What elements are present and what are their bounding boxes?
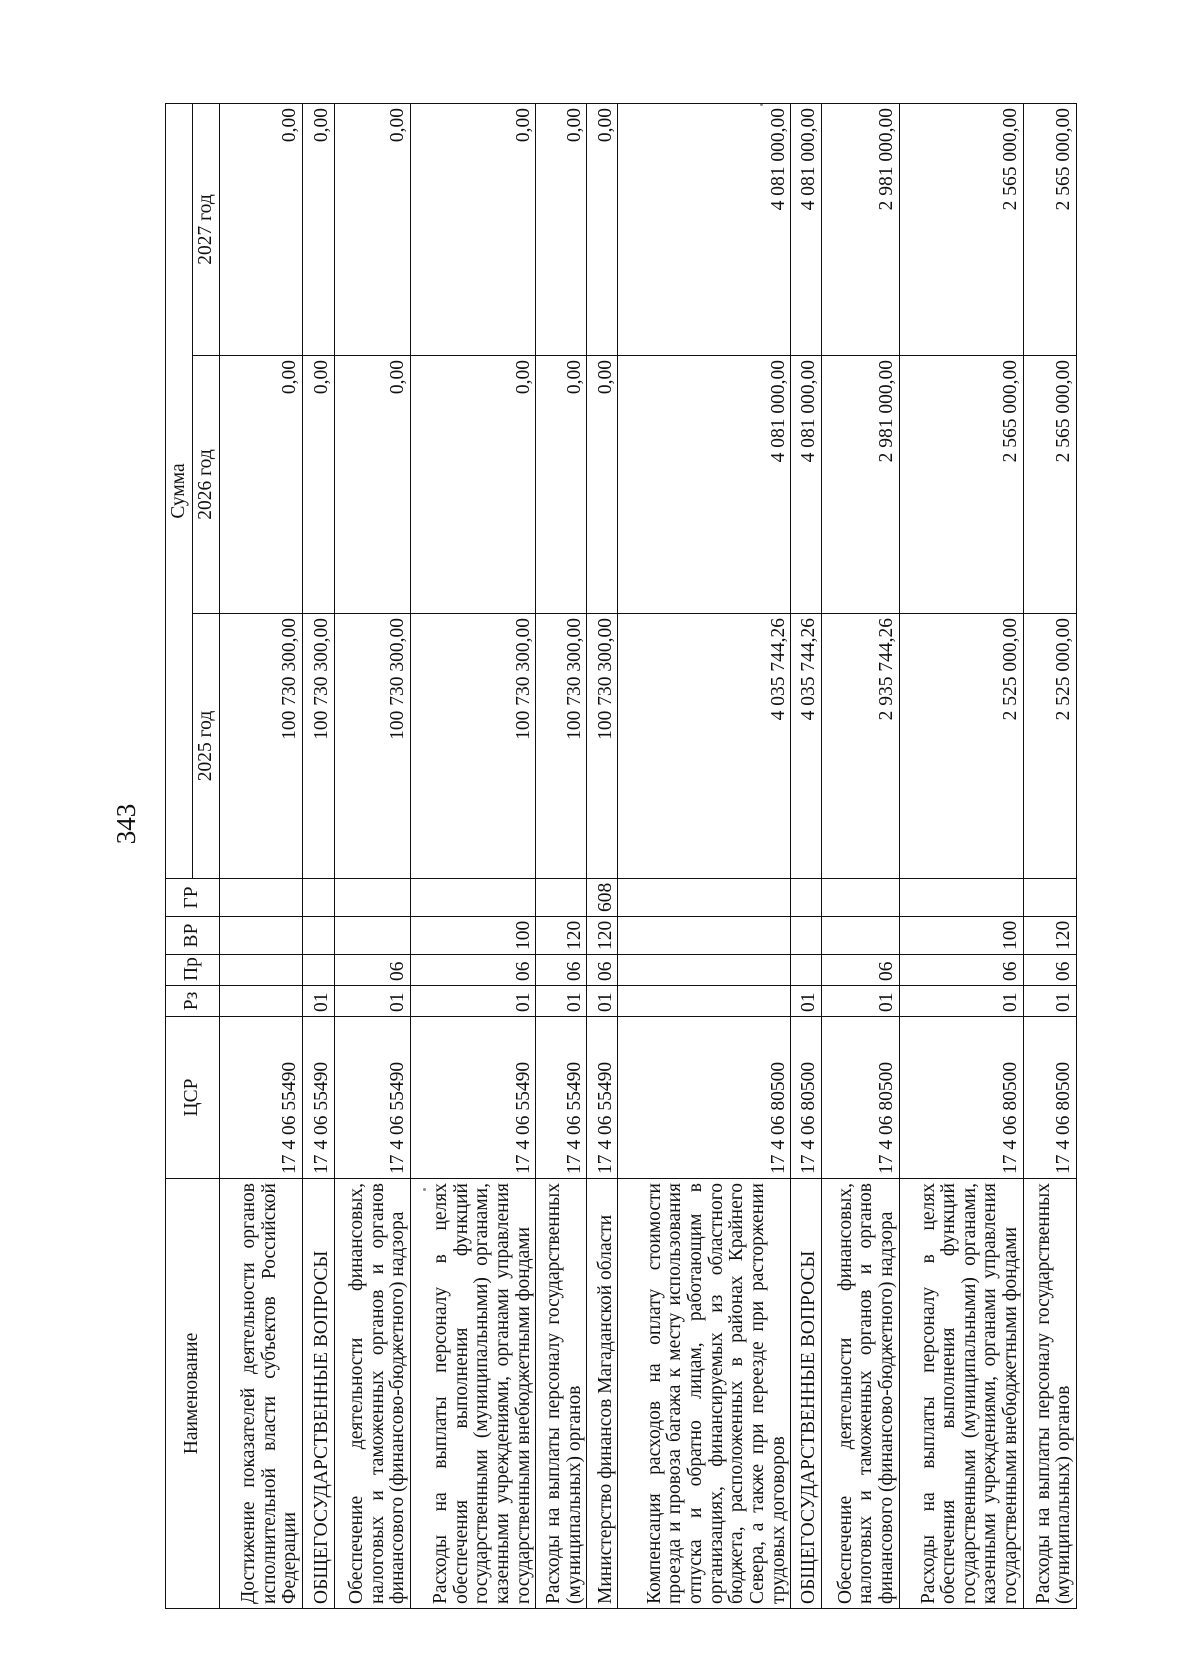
- table-cell-gr: [536, 879, 587, 917]
- table-cell-sum-2026: 2 981 000,00: [822, 356, 900, 614]
- table-cell-sum-2027: 0,00: [587, 104, 618, 356]
- table-cell-sum-2025: 2 935 744,26: [822, 614, 900, 879]
- table-cell-rz: 01: [1023, 986, 1076, 1017]
- table-cell-name: Министерство финансов Магаданской области: [587, 1179, 618, 1609]
- table-cell-sum-2027: 0,00: [411, 104, 536, 356]
- table-cell-sum-2027: 0,00: [220, 104, 303, 356]
- page-number: 343: [111, 803, 141, 845]
- table-cell-rz: 01: [411, 986, 536, 1017]
- table-cell-name: Расходы на выплаты персоналу государственных (муниципальных) органов: [536, 1179, 587, 1609]
- table-cell-rz: 01: [587, 986, 618, 1017]
- table-cell-name: Расходы на выплаты персоналу в целях обеспечения выполнения функций государственными (муниципальными) органами, казенными учреждениями, органами управления государственными внебюджетными фондами: [411, 1179, 536, 1609]
- table-cell-pr: [220, 955, 303, 986]
- budget-table: [165, 103, 1077, 1609]
- table-cell-csr: 17 4 06 55490: [220, 1017, 303, 1179]
- table-row: [411, 104, 536, 1609]
- table-cell-sum-2025: 100 730 300,00: [334, 614, 410, 879]
- table-cell-sum-2027: 0,00: [334, 104, 410, 356]
- table-row: [587, 104, 618, 1609]
- table-cell-rz: [220, 986, 303, 1017]
- table-row: [822, 104, 900, 1609]
- table-cell-vr: [220, 917, 303, 955]
- table-cell-csr: 17 4 06 80500: [1023, 1017, 1076, 1179]
- table-cell-rz: 01: [302, 986, 334, 1017]
- table-cell-sum-2026: 4 081 000,00: [618, 356, 791, 614]
- table-row: [618, 104, 791, 1609]
- table-cell-sum-2026: 0,00: [536, 356, 587, 614]
- table-header: [166, 104, 220, 1609]
- header-vr: ВР: [166, 917, 220, 955]
- table-cell-name: Расходы на выплаты персоналу государственных (муниципальных) органов: [1023, 1179, 1076, 1609]
- table-cell-csr: 17 4 06 55490: [587, 1017, 618, 1179]
- table-cell-vr: [302, 917, 334, 955]
- header-csr: ЦСР: [166, 1017, 220, 1179]
- table-cell-csr: 17 4 06 55490: [334, 1017, 410, 1179]
- table-cell-rz: 01: [536, 986, 587, 1017]
- header-year-2027: 2027 год: [193, 104, 220, 356]
- header-gr: ГР: [166, 879, 220, 917]
- table-cell-rz: [618, 986, 791, 1017]
- table-cell-csr: 17 4 06 55490: [411, 1017, 536, 1179]
- table-cell-csr: 17 4 06 55490: [536, 1017, 587, 1179]
- table-cell-gr: [1023, 879, 1076, 917]
- table-row: [334, 104, 410, 1609]
- table-cell-sum-2026: 0,00: [334, 356, 410, 614]
- table-cell-pr: [791, 955, 822, 986]
- table-cell-pr: 06: [822, 955, 900, 986]
- table-cell-rz: 01: [334, 986, 410, 1017]
- table-cell-gr: [302, 879, 334, 917]
- table-cell-sum-2026: 0,00: [302, 356, 334, 614]
- header-year-2025: 2025 год: [193, 614, 220, 879]
- table-cell-sum-2026: 4 081 000,00: [791, 356, 822, 614]
- header-name: Наименование: [166, 1179, 220, 1609]
- table-cell-vr: 120: [1023, 917, 1076, 955]
- table-cell-sum-2025: 2 525 000,00: [1023, 614, 1076, 879]
- table-cell-pr: [618, 955, 791, 986]
- table-cell-sum-2027: 4 081 000,00: [791, 104, 822, 356]
- table-cell-gr: 608: [587, 879, 618, 917]
- table-cell-vr: [791, 917, 822, 955]
- table-cell-name: Расходы на выплаты персоналу в целях обеспечения выполнения функций государственными (муниципальными) органами, казенными учреждениями, органами управления государственными внебюджетными фондами: [899, 1179, 1023, 1609]
- header-sum: Сумма: [166, 104, 193, 879]
- table-cell-sum-2025: 100 730 300,00: [411, 614, 536, 879]
- table-cell-csr: 17 4 06 80500: [791, 1017, 822, 1179]
- table-cell-gr: [334, 879, 410, 917]
- table-cell-rz: 01: [822, 986, 900, 1017]
- table-cell-sum-2025: 100 730 300,00: [536, 614, 587, 879]
- table-row: [791, 104, 822, 1609]
- table-cell-sum-2025: 4 035 744,26: [791, 614, 822, 879]
- table-cell-sum-2025: 2 525 000,00: [899, 614, 1023, 879]
- table-cell-pr: 06: [587, 955, 618, 986]
- table-cell-sum-2027: 2 565 000,00: [899, 104, 1023, 356]
- table-cell-sum-2026: 0,00: [220, 356, 303, 614]
- table-cell-name: ОБЩЕГОСУДАРСТВЕННЫЕ ВОПРОСЫ: [791, 1179, 822, 1609]
- table-cell-name: Достижение показателей деятельности органов исполнительной власти субъектов Российской Федерации: [220, 1179, 303, 1609]
- table-cell-vr: [618, 917, 791, 955]
- table-cell-gr: [618, 879, 791, 917]
- table-cell-pr: 06: [1023, 955, 1076, 986]
- table-cell-vr: 100: [899, 917, 1023, 955]
- table-cell-csr: 17 4 06 80500: [618, 1017, 791, 1179]
- table-cell-sum-2026: 2 565 000,00: [899, 356, 1023, 614]
- table-cell-gr: [899, 879, 1023, 917]
- table-cell-sum-2026: 0,00: [587, 356, 618, 614]
- table-cell-pr: 06: [536, 955, 587, 986]
- table-cell-gr: [411, 879, 536, 917]
- table-cell-vr: [822, 917, 900, 955]
- table-cell-sum-2025: 100 730 300,00: [302, 614, 334, 879]
- header-pr: Пр: [166, 955, 220, 986]
- table-cell-gr: [791, 879, 822, 917]
- table-cell-sum-2027: 0,00: [302, 104, 334, 356]
- table-row: [1023, 104, 1076, 1609]
- table-row: [220, 104, 303, 1609]
- table-cell-pr: 06: [899, 955, 1023, 986]
- table-cell-sum-2025: 100 730 300,00: [587, 614, 618, 879]
- table-cell-vr: 120: [536, 917, 587, 955]
- table-cell-csr: 17 4 06 80500: [822, 1017, 900, 1179]
- table-cell-sum-2025: 100 730 300,00: [220, 614, 303, 879]
- table-row: [536, 104, 587, 1609]
- table-cell-vr: 120: [587, 917, 618, 955]
- table-cell-pr: 06: [411, 955, 536, 986]
- table-row: [899, 104, 1023, 1609]
- table-cell-sum-2025: 4 035 744,26: [618, 614, 791, 879]
- table-cell-name: Обеспечение деятельности финансовых, налоговых и таможенных органов и органов финансового (финансово-бюджетного) надзора: [822, 1179, 900, 1609]
- table-cell-sum-2027: 0,00: [536, 104, 587, 356]
- header-year-2026: 2026 год: [193, 356, 220, 614]
- table-cell-csr: 17 4 06 80500: [899, 1017, 1023, 1179]
- table-cell-vr: [334, 917, 410, 955]
- table-cell-sum-2027: 2 981 000,00: [822, 104, 900, 356]
- table-cell-name: ОБЩЕГОСУДАРСТВЕННЫЕ ВОПРОСЫ: [302, 1179, 334, 1609]
- table-body: [220, 104, 1077, 1609]
- table-cell-sum-2026: 0,00: [411, 356, 536, 614]
- table-cell-pr: [302, 955, 334, 986]
- table-cell-gr: [822, 879, 900, 917]
- table-cell-rz: 01: [899, 986, 1023, 1017]
- table-cell-rz: 01: [791, 986, 822, 1017]
- rotated-page-content: [165, 104, 1077, 1609]
- table-cell-csr: 17 4 06 55490: [302, 1017, 334, 1179]
- table-cell-name: Обеспечение деятельности финансовых, налоговых и таможенных органов и органов финансового (финансово-бюджетного) надзора: [334, 1179, 410, 1609]
- table-cell-name: Компенсация расходов на оплату стоимости проезда и провоза багажа к месту использования отпуска и обратно лицам, работающим в организациях, финансируемых из областного бюджета, расположенных в районах Крайнего Севера, а также при переезде при расторжении трудовых договоров: [618, 1179, 791, 1609]
- table-row: [302, 104, 334, 1609]
- table-cell-pr: 06: [334, 955, 410, 986]
- table-cell-sum-2027: 2 565 000,00: [1023, 104, 1076, 356]
- table-cell-gr: [220, 879, 303, 917]
- table-cell-vr: 100: [411, 917, 536, 955]
- table-cell-sum-2027: 4 081 000,00: [618, 104, 791, 356]
- header-rz: Рз: [166, 986, 220, 1017]
- table-cell-sum-2026: 2 565 000,00: [1023, 356, 1076, 614]
